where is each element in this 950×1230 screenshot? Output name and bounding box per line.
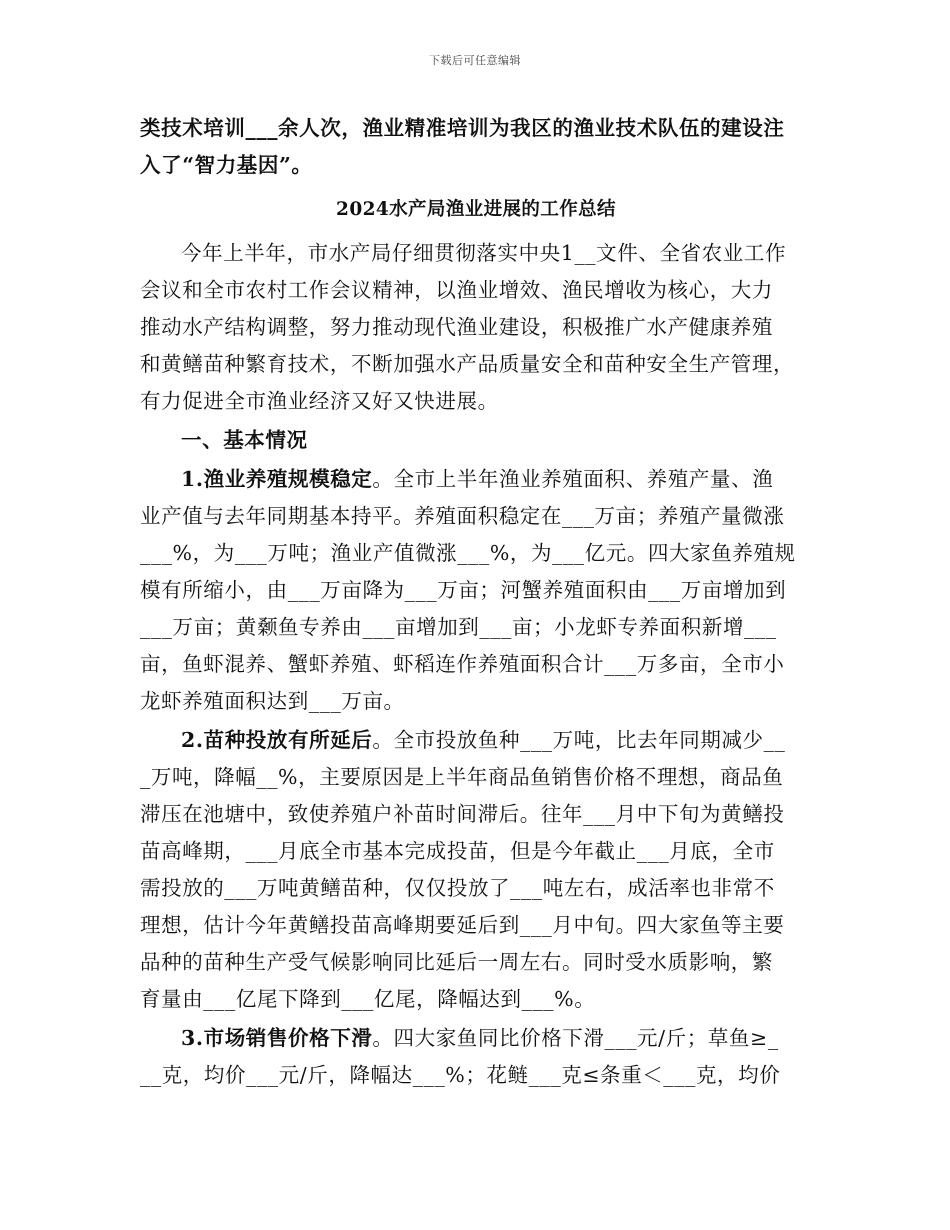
item-lead: 3.市场销售价格下滑 [181,1026,373,1050]
text-line: 龙虾养殖面积达到___万亩。 [140,689,405,713]
item-text: 。全市投放鱼种___万吨，比去年同期减少__ [372,728,786,752]
text-line: 需投放的___万吨黄鳝苗种，仅仅投放了___吨左右，成活率也非常不 [140,876,775,900]
text-line: 类技术培训___余人次，渔业精准培训为我区的渔业技术队伍的建设注 [140,116,785,140]
document-body [140,110,812,1094]
text-line [140,461,812,498]
text-line: __克，均价___元/斤，降幅达___%；花鲢___克≤条重＜___克，均价 [140,1063,781,1087]
text-line: ___万亩；黄颡鱼专养由___亩增加到___亩；小龙虾专养面积新增___ [140,615,777,639]
section-heading: 一、基本情况 [181,428,308,452]
text-line: _万吨，降幅__%，主要原因是上半年商品鱼销售价格不理想，商品鱼 [140,765,784,789]
item-lead: 1.渔业养殖规模稳定 [181,467,373,491]
text-line: 苗高峰期，___月底全市基本完成投苗，但是今年截止___月底，全市 [140,839,775,863]
paragraph-intro [140,235,812,420]
paragraph-item-2 [140,722,812,1018]
text-line: 滞压在池塘中，致使养殖户补苗时间滞后。往年___月中下旬为黄鳝投 [140,802,785,826]
text-line: 有力促进全市渔业经济又好又快进展。 [140,389,499,413]
text-line: 会议和全市农村工作会议精神，以渔业增效、渔民增收为核心，大力 [140,278,773,302]
text-line: 亩，鱼虾混养、蟹虾养殖、虾稻连作养殖面积合计___万多亩，全市小 [140,652,785,676]
document-title: 2024水产局渔业进展的工作总结 [336,199,616,220]
paragraph-item-3 [140,1020,812,1094]
text-line: 理想，估计今年黄鳝投苗高峰期要延后到___月中旬。四大家鱼等主要 [140,913,785,937]
text-line [140,1020,812,1057]
text-line: 模有所缩小，由___万亩降为___万亩；河蟹养殖面积由___万亩增加到 [140,578,787,602]
item-text: 。全市上半年渔业养殖面积、养殖产量、渔 [372,467,774,491]
intro-paragraph [140,110,812,184]
paragraph-item-1 [140,461,812,720]
page-header: 下载后可任意编辑 [429,54,521,67]
text-line: 推动水产结构调整，努力推动现代渔业建设，积极推广水产健康养殖 [140,315,773,339]
text-line [140,722,812,759]
text-line: 业产值与去年同期基本持平。养殖面积稳定在___万亩；养殖产量微涨 [140,504,785,528]
item-text: 。四大家鱼同比价格下滑___元/斤；草鱼≥_ [372,1026,779,1050]
text-line: 和黄鳝苗种繁育技术，不断加强水产品质量安全和苗种安全生产管理， [140,352,795,376]
text-line: 入了“智力基因”。 [140,153,313,177]
item-lead: 2.苗种投放有所延后 [181,728,373,752]
text-line: ___%，为___万吨；渔业产值微涨___%，为___亿元。四大家鱼养殖规 [140,541,796,565]
text-line: 育量由___亿尾下降到___亿尾，降幅达到___%。 [140,987,596,1011]
text-line: 今年上半年，市水产局仔细贯彻落实中央1__文件、全省农业工作 [181,241,787,265]
text-line: 品种的苗种生产受气候影响同比延后一周左右。同时受水质影响，繁 [140,950,773,974]
